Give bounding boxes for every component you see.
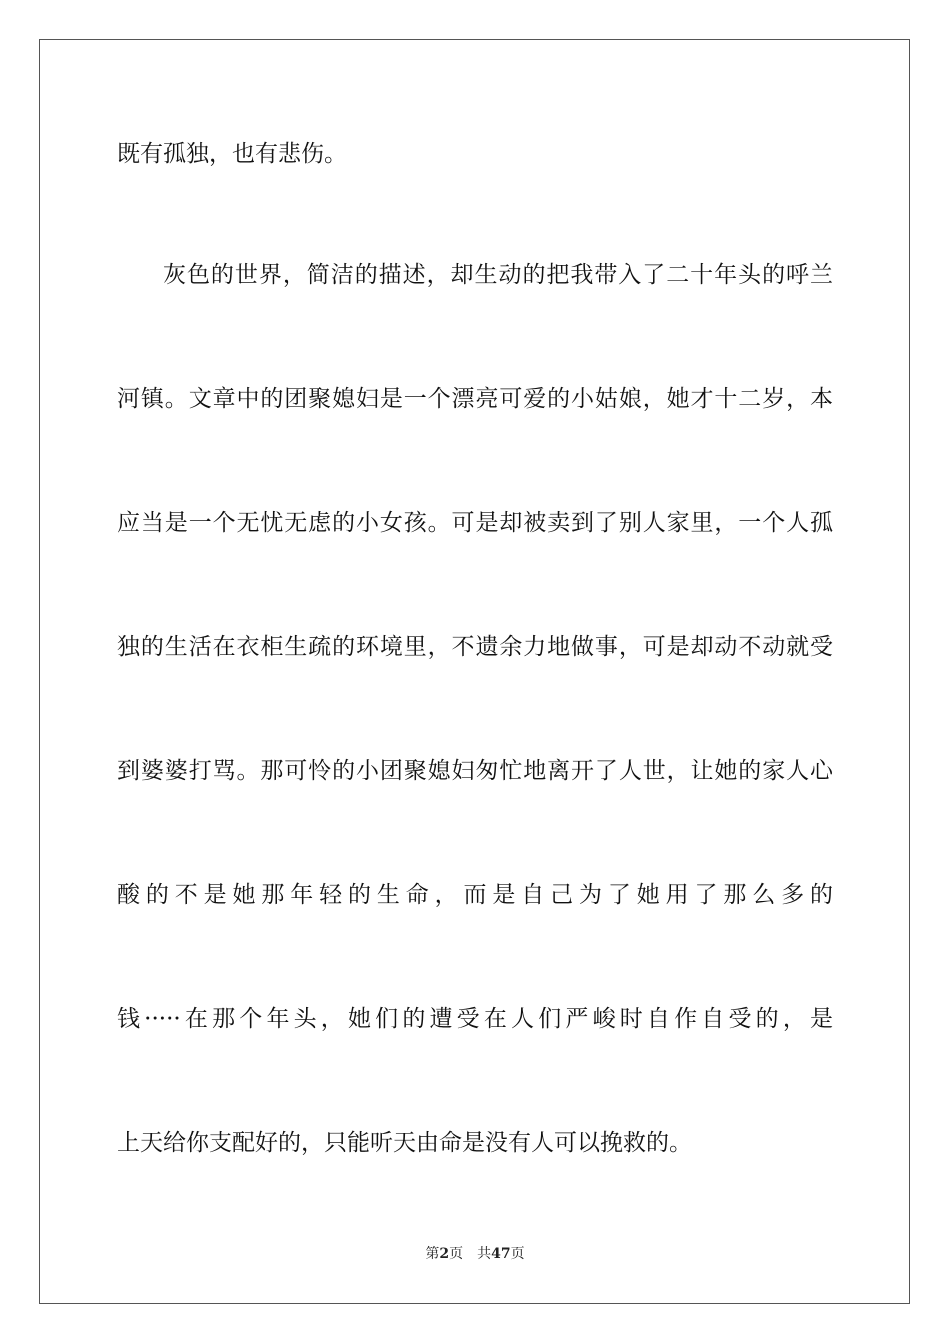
text-line-4: 应当是一个无忧无虑的小女孩。可是却被卖到了别人家里，一个人孤 <box>117 510 833 536</box>
text-line-8: 钱·····在那个年头，她们的遭受在人们严峻时自作自受的，是 <box>117 1006 833 1032</box>
text-line-2: 灰色的世界，简洁的描述，却生动的把我带入了二十年头的呼兰 <box>163 262 833 288</box>
text-line-5: 独的生活在衣柜生疏的环境里，不遗余力地做事，可是却动不动就受 <box>117 634 833 660</box>
page-footer <box>0 1244 950 1264</box>
text-line-9: 上天给你支配好的，只能听天由命是没有人可以挽救的。 <box>117 1130 692 1156</box>
total-unit: 页 <box>510 1246 525 1262</box>
text-line-7: 酸的不是她那年轻的生命，而是自己为了她用了那么多的 <box>117 882 833 908</box>
text-line-6: 到婆婆打骂。那可怜的小团聚媳妇匆忙地离开了人世，让她的家人心 <box>117 758 833 784</box>
total-prefix: 共 <box>477 1246 492 1262</box>
text-line-1: 既有孤独，也有悲伤。 <box>117 141 347 167</box>
page-prefix: 第 <box>425 1246 440 1262</box>
page-border <box>39 39 910 1304</box>
page-current: 2 <box>439 1246 450 1262</box>
page-total: 47 <box>491 1246 511 1262</box>
page-unit: 页 <box>449 1246 464 1262</box>
text-line-3: 河镇。文章中的团聚媳妇是一个漂亮可爱的小姑娘，她才十二岁，本 <box>117 386 833 412</box>
